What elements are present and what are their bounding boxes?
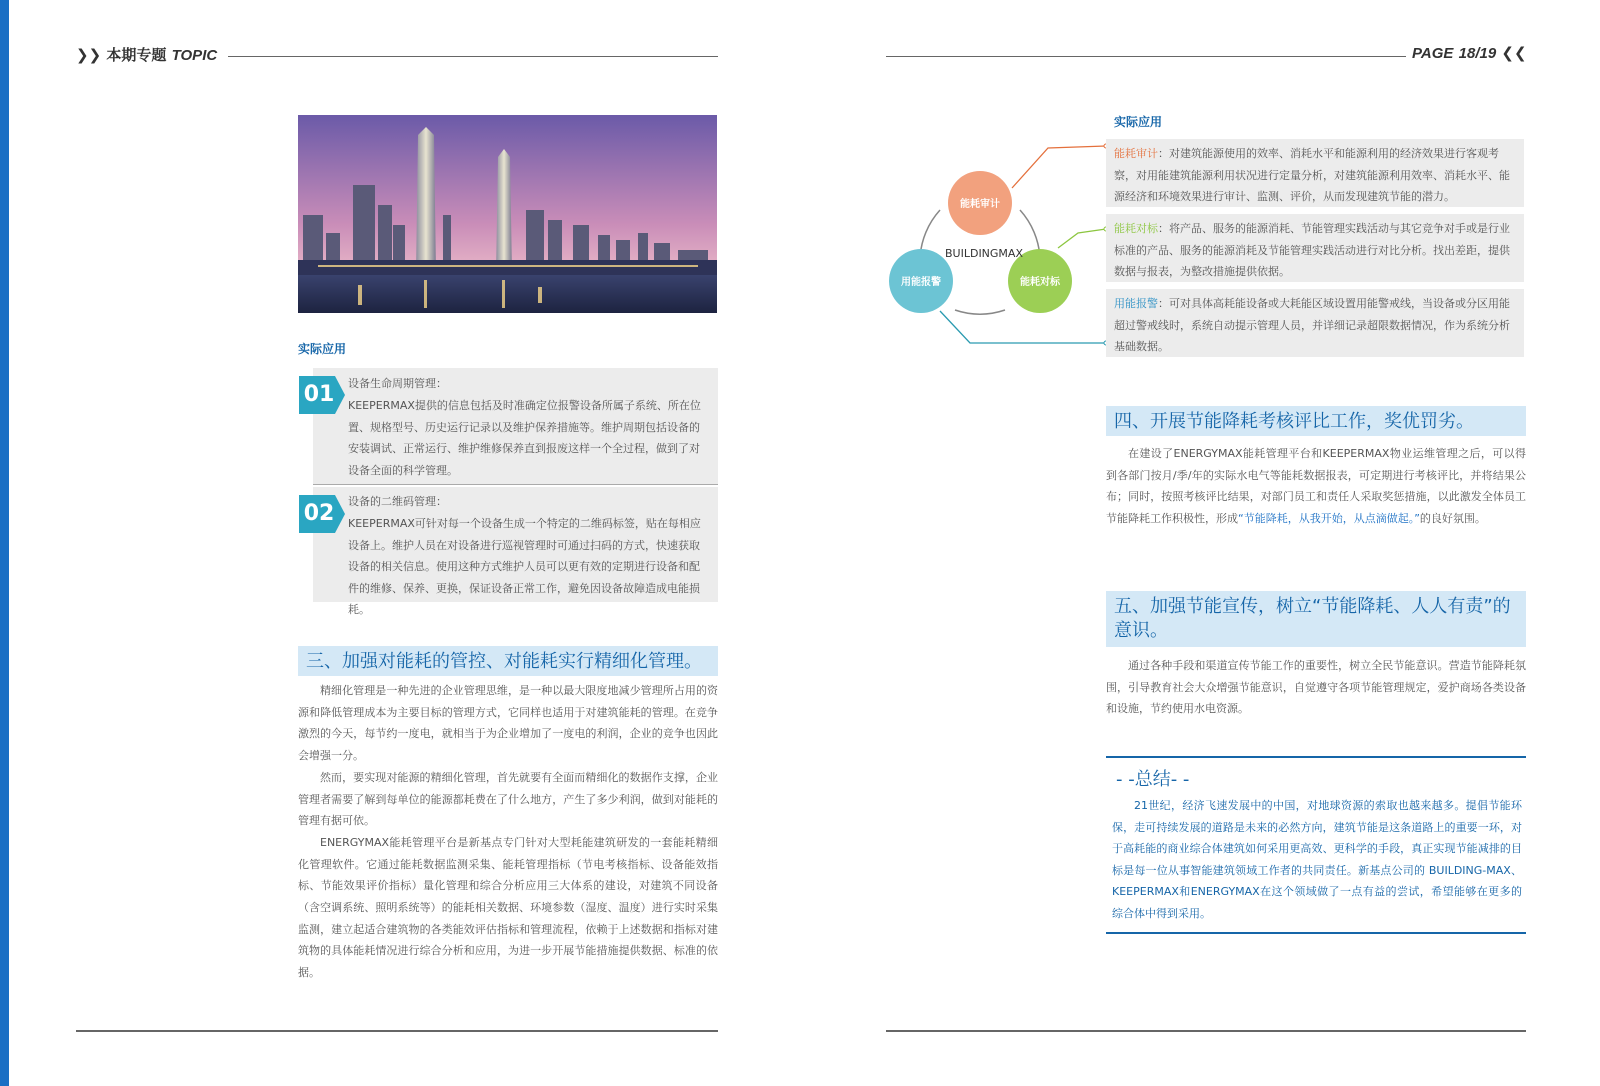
summary-text: 21世纪，经济飞速发展中的中国，对地球资源的索取也越来越多。提倡节能环保，走可持续发展的道路是未来的必然方向，建筑节能是这条道路上的重要一环，对于高耗能的商业综合体建筑如何采用更高效、更科学的手段，真正实现节能减排的目标是每一位从事智能建筑领域工作者的共同责任。新基点公司的 BUILDING-MAX、KEEPERMAX和ENERGYMAX在这个领域做了一点有益的尝试，希望能够在更多的综合体中得到采用。 bbox=[1112, 799, 1522, 920]
left-paragraph-3: ENERGYMAX能耗管理平台是新基点专门针对大型耗能建筑研发的一套能耗精细化管理软件。它通过能耗数据监测采集、能耗管理指标（节电考核指标、设备能效指标、节能效果评价指标）量化管理和综合分析应用三大体系的建设，对建筑不同设备（含空调系统、照明系统等）的能耗相关数据、环境参数（湿度、温度）进行实时采集监测，建立起适合建筑物的各类能效评估指标和管理流程，依赖于上述数据和指标对建筑物的具体能耗情况进行综合分析和应用，为进一步开展节能措施提供数据、标准的依据。 bbox=[298, 835, 718, 980]
info-key-benchmark: 能耗对标 bbox=[1114, 222, 1158, 235]
item-divider bbox=[313, 484, 718, 485]
info-box-alarm bbox=[1106, 289, 1524, 357]
right-section-label: 实际应用 bbox=[1114, 115, 1163, 129]
info-key-alarm: 用能报警 bbox=[1114, 297, 1158, 310]
info-box-benchmark bbox=[1106, 214, 1524, 282]
city-skyline-photo bbox=[298, 115, 717, 313]
header-rule-left bbox=[228, 56, 718, 57]
heading-five: 五、加强节能宣传，树立“节能降耗、人人有责”的意识。 bbox=[1106, 591, 1526, 647]
heading-three: 三、加强对能耗的管控、对能耗实行精细化管理。 bbox=[298, 646, 718, 676]
header-title-en: TOPIC bbox=[171, 47, 218, 64]
header-title-cn: 本期专题 bbox=[106, 46, 167, 64]
qrcode-title: 设备的二维码管理： bbox=[348, 495, 447, 508]
info-text-benchmark: ：将产品、服务的能源消耗、节能管理实践活动与其它竞争对手或是行业标准的产品、服务的能源消耗及节能管理实践活动进行对比分析。找出差距，提供数据与报表，为整改措施提供依据。 bbox=[1114, 222, 1510, 278]
page-numbers: 18/19 bbox=[1458, 45, 1497, 62]
page-edge-bar bbox=[0, 0, 9, 1086]
node-alarm-label: 用能报警 bbox=[901, 277, 941, 288]
buildingmax-diagram bbox=[880, 138, 1120, 358]
double-chevron-right-icon: ❯❯ bbox=[76, 46, 102, 64]
info-text-alarm: ：可对具体高耗能设备或大耗能区域设置用能警戒线，当设备或分区用能超过警戒线时，系统自动提示管理人员，并详细记录超限数据情况，作为系统分析基础数据。 bbox=[1114, 297, 1510, 353]
left-body bbox=[298, 680, 718, 984]
footer-rule-right bbox=[886, 1030, 1526, 1032]
qrcode-text: KEEPERMAX可针对每一个设备生成一个特定的二维码标签，贴在每相应设备上。维护人员在对设备进行巡视管理时可通过扫码的方式，快速获取设备的相关信息。使用这种方式维护人员可以更有效的定期进行设备和配件的维修、保养、更换，保证设备正常工作，避免因设备故障造成电能损耗。 bbox=[348, 517, 701, 616]
footer-rule-left bbox=[76, 1030, 718, 1032]
header-left bbox=[76, 44, 217, 65]
left-paragraph-1: 精细化管理是一种先进的企业管理思维，是一种以最大限度地减少管理所占用的资源和降低管理成本为主要目标的管理方式，它同样也适用于对建筑能耗的管理。在竞争激烈的今天，每节约一度电，就相当于为企业增加了一度电的利润，企业的竞争也因此会增强一分。 bbox=[298, 684, 718, 763]
diagram-center-label: BUILDINGMAX bbox=[945, 247, 1023, 260]
page-label: PAGE bbox=[1412, 45, 1454, 62]
summary-rule-top bbox=[1106, 756, 1526, 758]
lifecycle-title: 设备生命周期管理： bbox=[348, 377, 447, 390]
node-audit-label: 能耗审计 bbox=[960, 199, 1000, 210]
lifecycle-box bbox=[313, 368, 718, 484]
double-chevron-left-icon: ❮❮ bbox=[1501, 44, 1527, 62]
paragraph-four: 在建设了ENERGYMAX能耗管理平台和KEEPERMAX物业运维管理之后，可以得到各部门按月/季/年的实际水电气等能耗数据报表，可定期进行考核评比，并将结果公布；同时，按照考核评比结果，对部门员工和责任人采取奖惩措施，以此激发全体员工节能降耗工作积极性，形成“节能降耗，从我开始，从点滴做起。”的良好氛围。 bbox=[1106, 447, 1526, 526]
left-section-label: 实际应用 bbox=[298, 342, 347, 356]
lifecycle-text: KEEPERMAX提供的信息包括及时准确定位报警设备所属子系统、所在位置、规格型号、历史运行记录以及维护保养措施等。维护周期包括设备的安装调试、正常运行、维护维修保养直到报废这样一个全过程，做到了对设备全面的科学管理。 bbox=[348, 399, 701, 477]
paragraph-five: 通过各种手段和渠道宣传节能工作的重要性，树立全民节能意识。营造节能降耗氛围，引导教育社会大众增强节能意识，自觉遵守各项节能管理规定，爱护商场各类设备和设施，节约使用水电资源。 bbox=[1106, 659, 1526, 716]
header-rule-right bbox=[886, 56, 1406, 57]
info-box-audit bbox=[1106, 139, 1524, 207]
left-paragraph-2: 然而，要实现对能源的精细化管理，首先就要有全面而精细化的数据作支撑，企业管理者需要了解到每单位的能源都耗费在了什么地方，产生了多少利润，做到对能耗的管理有据可依。 bbox=[298, 770, 718, 828]
header-right bbox=[1412, 44, 1527, 62]
number-tag-02: 02 bbox=[299, 495, 339, 531]
summary-rule-bottom bbox=[1106, 932, 1526, 934]
summary-title: - -总结- - bbox=[1116, 769, 1190, 790]
heading-four: 四、开展节能降耗考核评比工作，奖优罚劣。 bbox=[1106, 406, 1526, 436]
qrcode-box bbox=[313, 487, 718, 616]
node-benchmark-label: 能耗对标 bbox=[1020, 277, 1060, 288]
slogan-quote: “节能降耗，从我开始，从点滴做起。” bbox=[1238, 512, 1420, 526]
number-tag-01: 01 bbox=[299, 376, 339, 412]
info-text-audit: ：对建筑能源使用的效率、消耗水平和能源利用的经济效果进行客观考察，对用能建筑能源利用状况进行定量分析，对建筑能源利用效率、消耗水平、能源经济和环境效果进行审计、监测、评价，从而发现建筑节能的潜力。 bbox=[1114, 147, 1510, 203]
info-key-audit: 能耗审计 bbox=[1114, 147, 1158, 160]
